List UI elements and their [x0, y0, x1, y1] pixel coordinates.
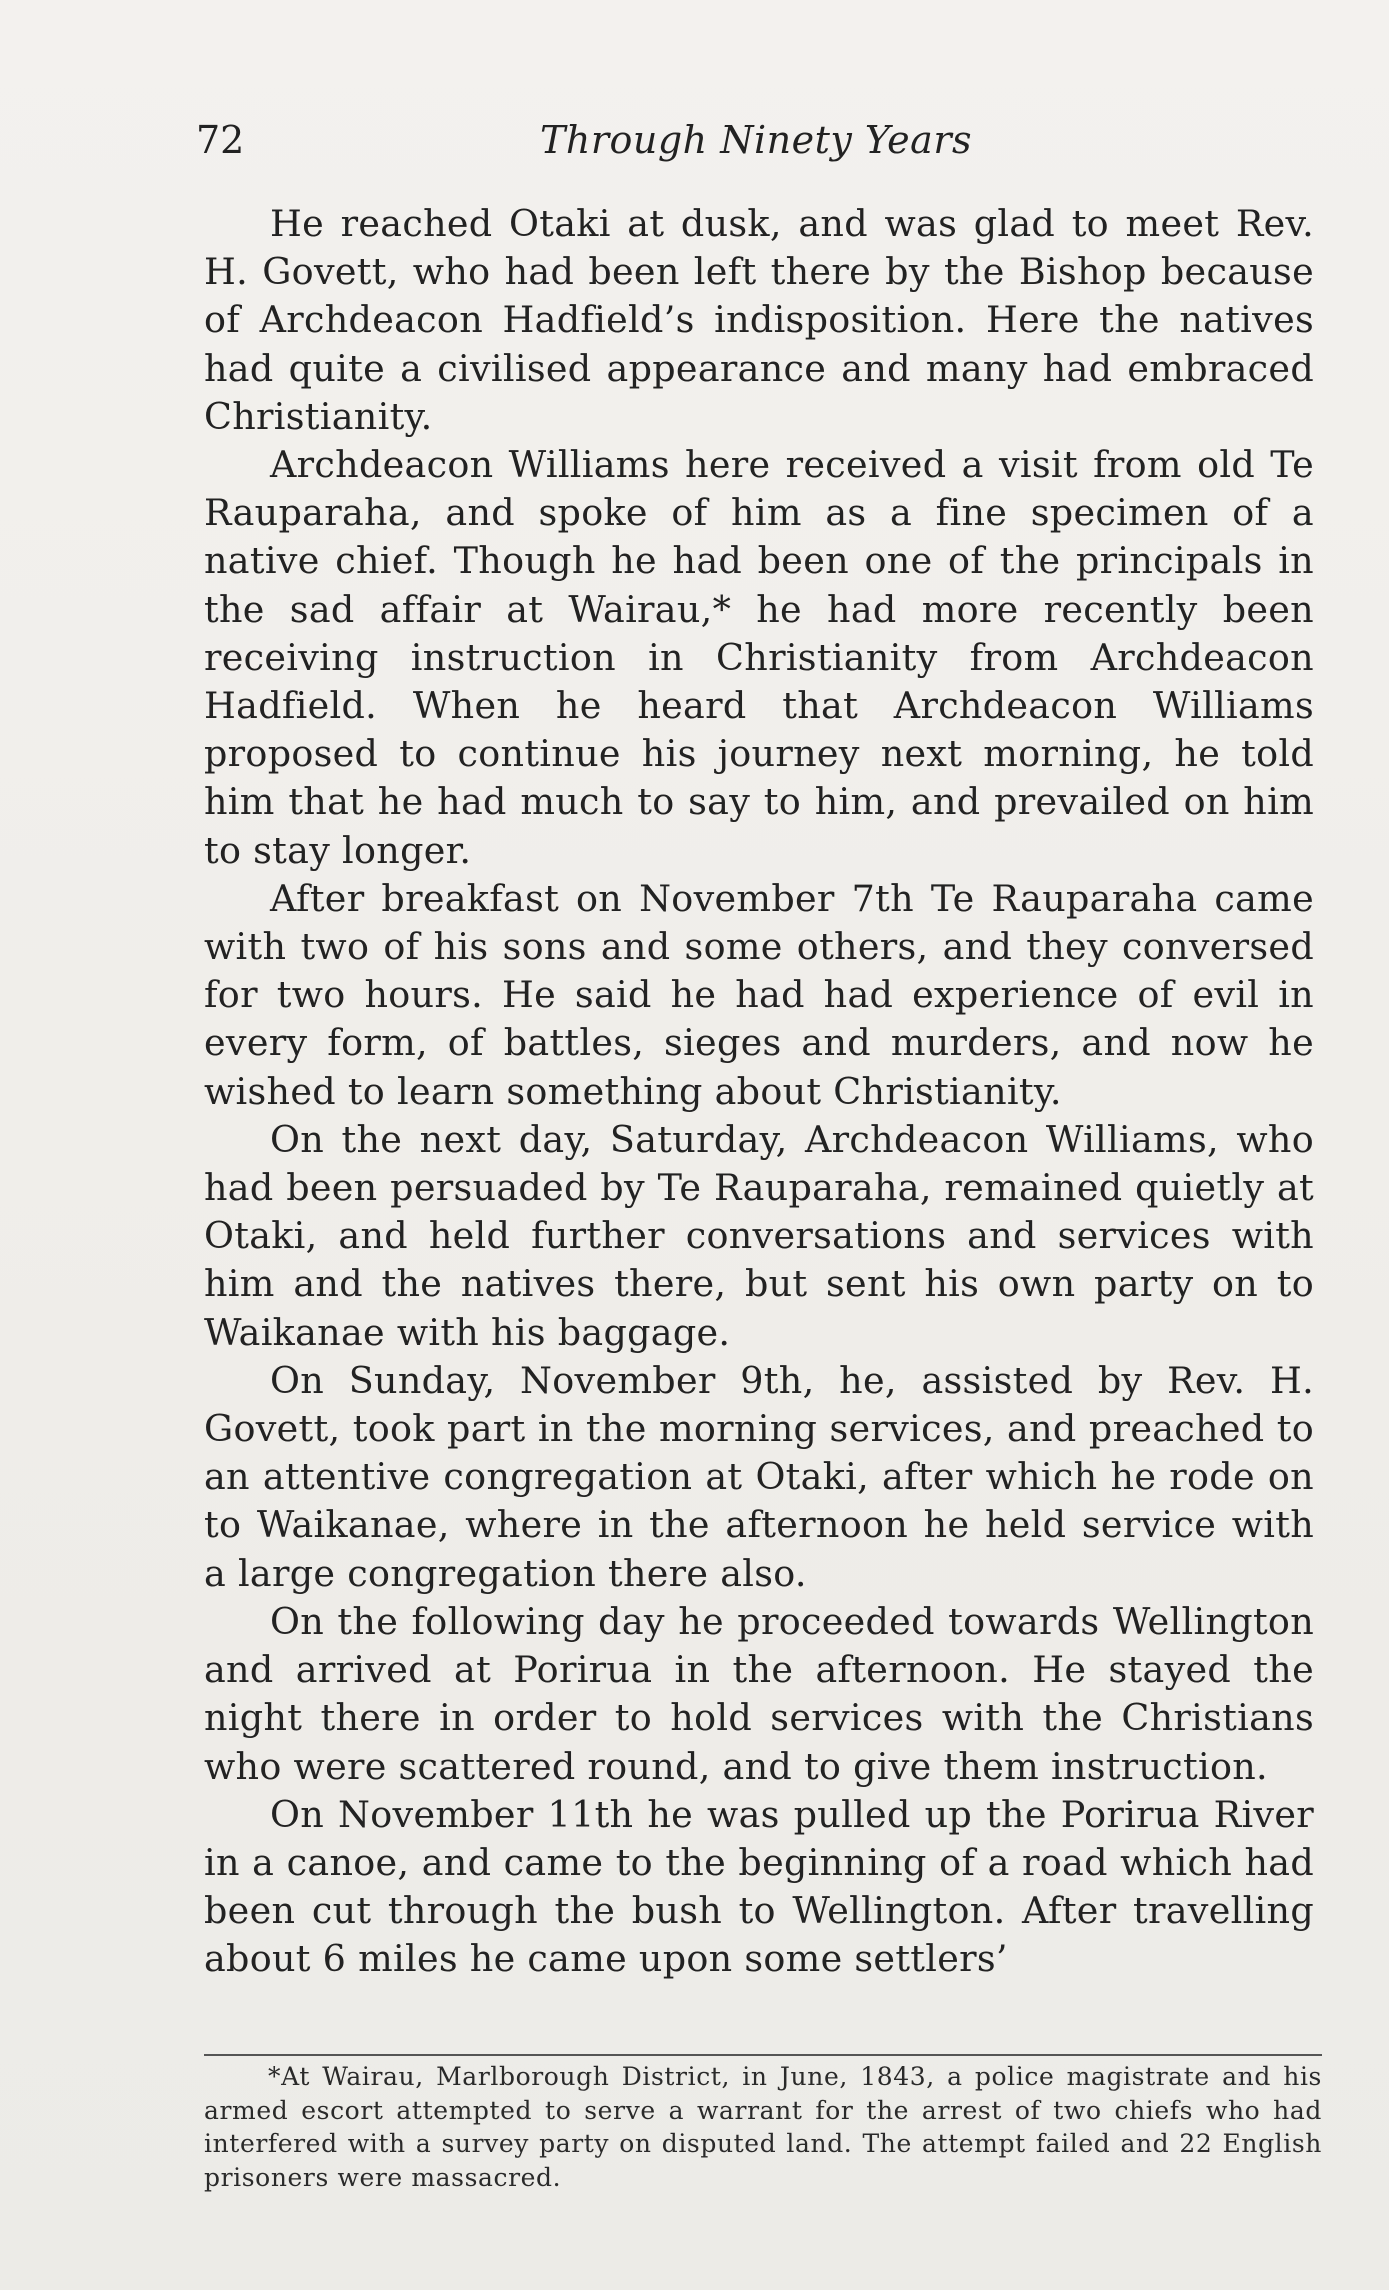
paragraph-november-9th: On Sunday, November 9th, he, assisted by Rev. H. Govett, took part in the morning services, and preached to an attentive congregation at Otaki, after which he rode on to Waikanae, where in the afternoon he held service with a large congregation there also.: [204, 1358, 1314, 1595]
paragraph-november-11th: On November 11th he was pulled up the Porirua River in a canoe, and came to the beginning of a road which had been cut through the bush to Wellington. After travelling about 6 miles he came upon some settlers’: [204, 1792, 1314, 1981]
paragraph-porirua: On the following day he proceeded towards Wellington and arrived at Porirua in the afternoon. He stayed the night there in order to hold services with the Christians who were scattered round, and to give them instruction.: [204, 1599, 1314, 1788]
page-header: [196, 118, 1316, 168]
body-text: [204, 200, 1314, 1984]
paragraph-otaki-arrival: He reached Otaki at dusk, and was glad to meet Rev. H. Govett, who had been left there by the Bishop because of Archdeacon Hadfield’s indisposition. Here the natives had quite a civilised appearance and many had embraced Christianity.: [204, 202, 1314, 438]
paragraph-te-rauparaha-visit: Archdeacon Williams here received a visit from old Te Rauparaha, and spoke of him as a fine specimen of a native chief. Though he had been one of the principals in the sad affair at Wairau,* he had more recently been receiving instruction in Christianity from Archdeacon Hadfield. When he heard that Archdeacon Williams proposed to continue his journey next morning, he told him that he had much to say to him, and prevailed on him to stay longer.: [204, 443, 1314, 872]
page-number: 72: [196, 118, 245, 162]
paragraph-november-7th: After breakfast on November 7th Te Rauparaha came with two of his sons and some others, and they conversed for two hours. He said he had had experience of evil in every form, of battles, sieges and murders, and now he wished to learn something about Christianity.: [204, 876, 1314, 1113]
footnote-divider: [204, 2054, 1322, 2056]
paragraph-saturday: On the next day, Saturday, Archdeacon Williams, who had been persuaded by Te Rauparaha, remained quietly at Otaki, and held further conversations and services with him and the natives there, but sent his own party on to Waikanae with his baggage.: [204, 1117, 1314, 1354]
running-title: Through Ninety Years: [540, 118, 972, 162]
footnote: *At Wairau, Marlborough District, in June, 1843, a police magistrate and his armed escort attempted to serve a warrant for the arrest of two chiefs who had interfered with a survey party on disputed land. The attempt failed and 22 English prisoners were massacred.: [204, 2062, 1322, 2192]
